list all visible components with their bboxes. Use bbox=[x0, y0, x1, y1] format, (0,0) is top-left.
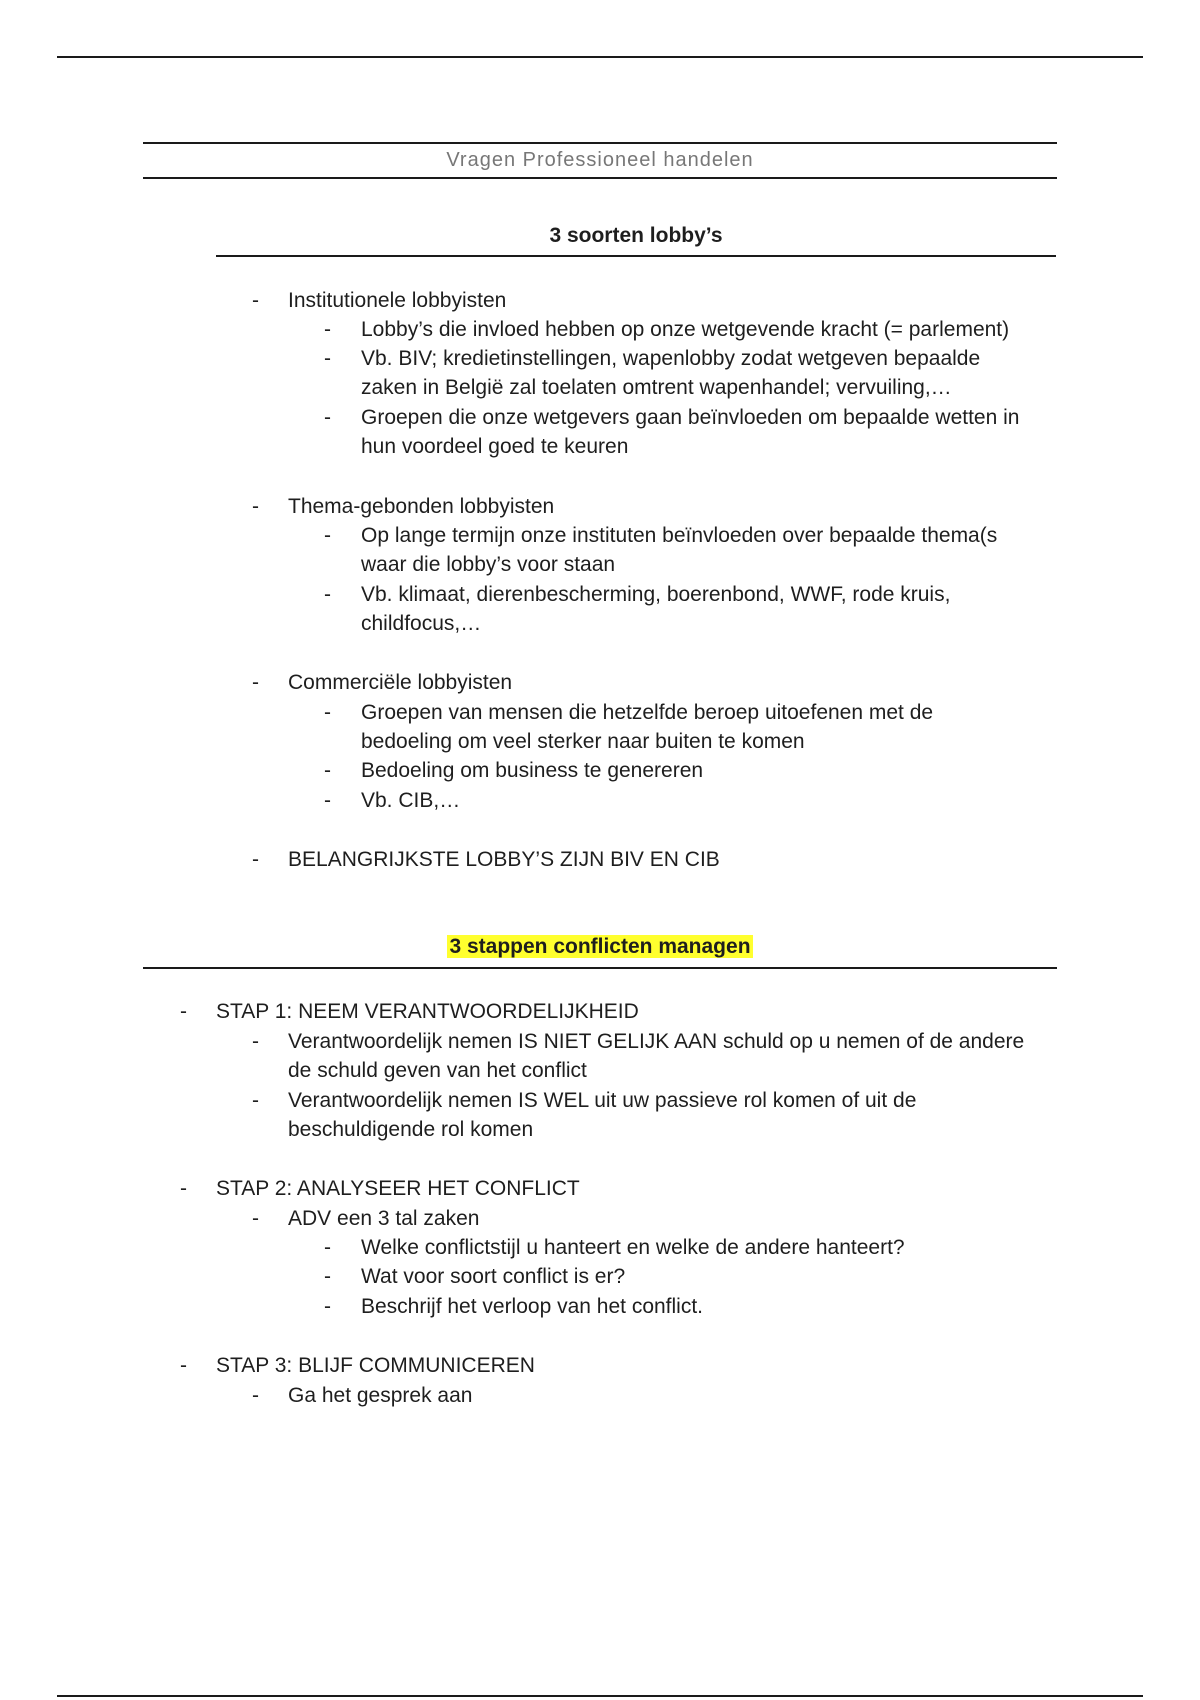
bullet-dash: - bbox=[324, 583, 331, 606]
bullet-dash: - bbox=[252, 1089, 259, 1112]
list-item-continuation: waar die lobby’s voor staan bbox=[361, 553, 616, 576]
header-title: Vragen Professioneel handelen bbox=[446, 149, 754, 171]
list-item-continuation: zaken in België zal toelaten omtrent wapenhandel; vervuiling,… bbox=[361, 376, 952, 399]
list-item-step-label: STAP 2: ANALYSEER HET CONFLICT bbox=[216, 1177, 580, 1200]
list-item: Beschrijf het verloop van het conflict. bbox=[361, 1295, 704, 1318]
list-item: Groepen die onze wetgevers gaan beïnvloeden om bepaalde wetten in bbox=[361, 406, 1020, 429]
bullet-dash: - bbox=[324, 1295, 331, 1318]
bullet-dash: - bbox=[180, 1354, 187, 1377]
list-item: Groepen van mensen die hetzelfde beroep uitoefenen met de bbox=[361, 701, 934, 724]
bullet-dash: - bbox=[252, 848, 259, 871]
section-title-underline bbox=[216, 255, 1056, 257]
bullet-dash: - bbox=[252, 495, 259, 518]
list-item-continuation: de schuld geven van het conflict bbox=[288, 1059, 587, 1082]
list-item: Lobby’s die invloed hebben op onze wetgevende kracht (= parlement) bbox=[361, 318, 1010, 341]
list-item: Vb. BIV; kredietinstellingen, wapenlobby zodat wetgeven bepaalde bbox=[361, 347, 981, 370]
list-item-group-label: Institutionele lobbyisten bbox=[288, 289, 507, 312]
bullet-dash: - bbox=[324, 406, 331, 429]
list-item: Verantwoordelijk nemen IS NIET GELIJK AAN schuld op u nemen of de andere bbox=[288, 1030, 1025, 1053]
bullet-dash: - bbox=[324, 701, 331, 724]
list-item: Vb. CIB,… bbox=[361, 789, 461, 812]
bullet-dash: - bbox=[252, 289, 259, 312]
bullet-dash: - bbox=[324, 318, 331, 341]
bullet-dash: - bbox=[180, 1177, 187, 1200]
list-item: ADV een 3 tal zaken bbox=[288, 1207, 480, 1230]
list-item: Welke conflictstijl u hanteert en welke de andere hanteert? bbox=[361, 1236, 905, 1259]
list-item-continuation: hun voordeel goed te keuren bbox=[361, 435, 629, 458]
bullet-dash: - bbox=[252, 1207, 259, 1230]
list-item-group-label: Commerciële lobbyisten bbox=[288, 671, 513, 694]
list-item: Vb. klimaat, dierenbescherming, boerenbond, WWF, rode kruis, bbox=[361, 583, 951, 606]
section-title-conflicts bbox=[143, 935, 1057, 959]
bullet-dash: - bbox=[252, 1030, 259, 1053]
bullet-dash: - bbox=[324, 524, 331, 547]
bullet-dash: - bbox=[180, 1000, 187, 1023]
list-item-continuation: beschuldigende rol komen bbox=[288, 1118, 534, 1141]
highlighted-title: 3 stappen conflicten managen bbox=[449, 935, 751, 958]
list-item-group-label: Thema-gebonden lobbyisten bbox=[288, 495, 555, 518]
document-header bbox=[143, 142, 1057, 179]
page-top-rule bbox=[57, 56, 1143, 58]
bullet-dash: - bbox=[252, 671, 259, 694]
bullet-dash: - bbox=[324, 789, 331, 812]
section-title-underline bbox=[143, 967, 1057, 969]
list-item-step-label: STAP 1: NEEM VERANTWOORDELIJKHEID bbox=[216, 1000, 639, 1023]
list-item: Verantwoordelijk nemen IS WEL uit uw passieve rol komen of uit de bbox=[288, 1089, 917, 1112]
bullet-dash: - bbox=[324, 347, 331, 370]
list-item: Op lange termijn onze instituten beïnvloeden over bepaalde thema(s bbox=[361, 524, 998, 547]
list-item-step-label: STAP 3: BLIJF COMMUNICEREN bbox=[216, 1354, 535, 1377]
list-item-continuation: childfocus,… bbox=[361, 612, 482, 635]
page-bottom-rule bbox=[57, 1695, 1143, 1697]
list-item: Wat voor soort conflict is er? bbox=[361, 1265, 626, 1288]
bullet-dash: - bbox=[324, 759, 331, 782]
list-item: Bedoeling om business te genereren bbox=[361, 759, 704, 782]
list-item-group-label: BELANGRIJKSTE LOBBY’S ZIJN BIV EN CIB bbox=[288, 848, 720, 871]
section-title-lobbies: 3 soorten lobby’s bbox=[549, 224, 723, 247]
list-item: Ga het gesprek aan bbox=[288, 1384, 473, 1407]
bullet-dash: - bbox=[252, 1384, 259, 1407]
list-item-continuation: bedoeling om veel sterker naar buiten te komen bbox=[361, 730, 805, 753]
bullet-dash: - bbox=[324, 1265, 331, 1288]
bullet-dash: - bbox=[324, 1236, 331, 1259]
